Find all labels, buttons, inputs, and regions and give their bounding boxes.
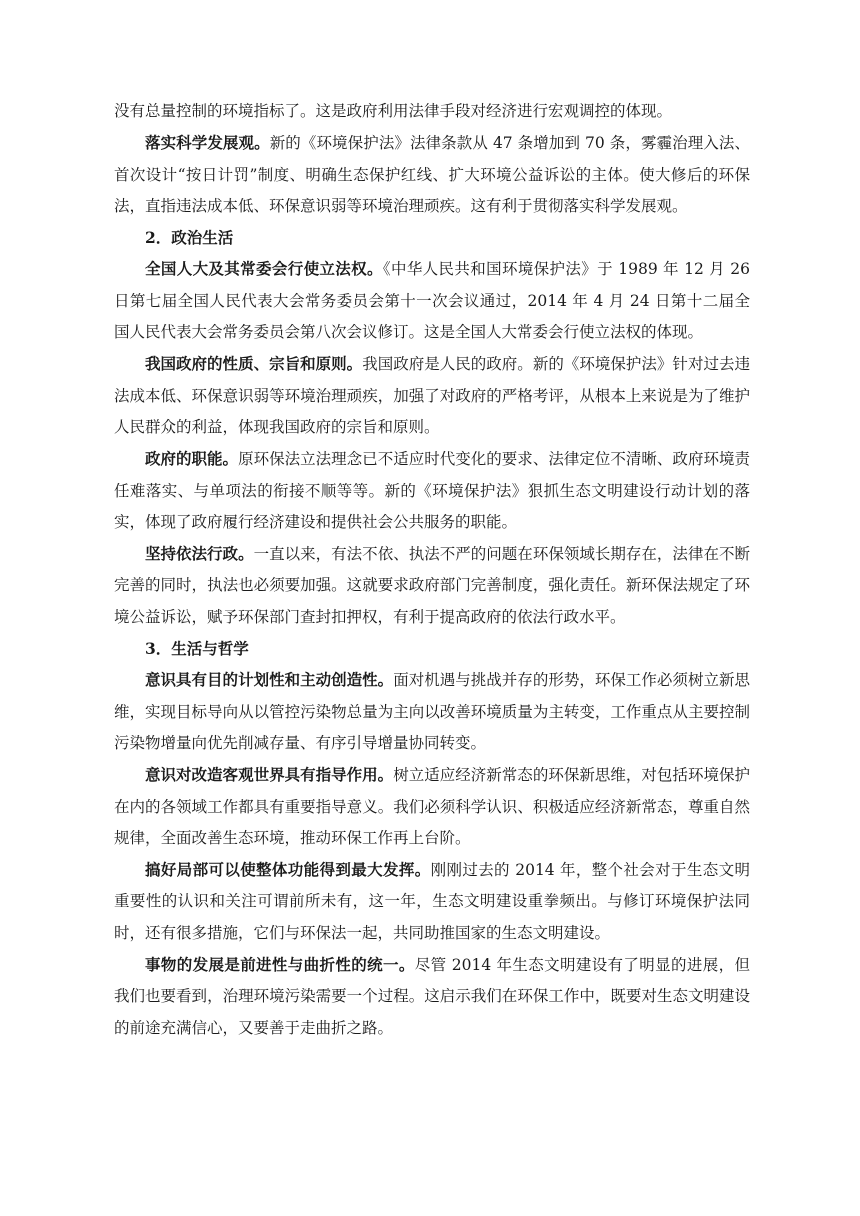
paragraph-body: 尽管 2014 年生态文明建设有了明显的进展，但我们也要看到，治理环境污染需要一个过程。这启示我们在环保工作中，既要对生态文明建设的前途充满信心，又要善于走曲折之路。	[114, 956, 750, 1037]
paragraph	[114, 949, 750, 1044]
paragraph	[114, 854, 750, 949]
paragraph-body: 没有总量控制的环境指标了。这是政府利用法律手段对经济进行宏观调控的体现。	[114, 102, 673, 120]
paragraph-lead: 搞好局部可以使整体功能得到最大发挥。	[145, 860, 431, 880]
paragraph	[114, 253, 750, 348]
paragraph-body: 树立适应经济新常态的环保新思维，对包括环境保护在内的各领域工作都具有重要指导意义。我们必须科学认识、积极适应经济新常态，尊重自然规律，全面改善生态环境，推动环保工作再上台阶。	[114, 766, 750, 847]
paragraph-lead: 事物的发展是前进性与曲折性的统一。	[145, 955, 415, 975]
paragraph-lead: 落实科学发展观。	[145, 133, 270, 153]
paragraph	[114, 538, 750, 633]
paragraph-body: 新的《环境保护法》法律条款从 47 条增加到 70 条，雾霾治理入法、首次设计“按日计罚”制度、明确生态保护红线、扩大环境公益诉讼的主体。使大修后的环保法，直指违法成本低、环保意识弱等环境治理顽疾。这有利于贯彻落实科学发展观。	[114, 134, 750, 215]
document-body	[114, 96, 750, 1044]
paragraph-body: 刚刚过去的 2014 年，整个社会对于生态文明重要性的认识和关注可谓前所未有，这一年，生态文明建设重拳频出。与修订环境保护法同时，还有很多措施，它们与环保法一起，共同助推国家的生态文明建设。	[114, 861, 750, 942]
paragraph-body: 面对机遇与挑战并存的形势，环保工作必须树立新思维，实现目标导向从以管控污染物总量为主向以改善环境质量为主转变，工作重点从主要控制污染物增量向优先削减存量、有序引导增量协同转变。	[114, 671, 750, 752]
paragraph-lead: 政府的职能。	[145, 449, 239, 469]
paragraph-lead: 我国政府的性质、宗旨和原则。	[145, 354, 363, 374]
paragraph-body: 一直以来，有法不依、执法不严的问题在环保领域长期存在，法律在不断完善的同时，执法也必须要加强。这就要求政府部门完善制度，强化责任。新环保法规定了环境公益诉讼，赋予环保部门查封扣押权，有利于提高政府的依法行政水平。	[114, 545, 750, 626]
paragraph-lead: 坚持依法行政。	[145, 544, 254, 564]
paragraph-body: 《中华人民共和国环境保护法》于 1989 年 12 月 26 日第七届全国人民代表大会常务委员会第十一次会议通过，2014 年 4 月 24 日第十二届全国人民代表大会常务委员会第八次会议修订。这是全国人大常委会行使立法权的体现。	[114, 260, 750, 342]
paragraph	[114, 759, 750, 854]
paragraph	[114, 127, 750, 222]
paragraph-lead: 意识对改造客观世界具有指导作用。	[145, 765, 394, 785]
section-heading: 2．政治生活	[145, 228, 234, 248]
paragraph	[114, 664, 750, 759]
paragraph-body: 原环保法立法理念已不适应时代变化的要求、法律定位不清晰、政府环境责任难落实、与单项法的衔接不顺等等。新的《环境保护法》狠抓生态文明建设行动计划的落实，体现了政府履行经济建设和提供社会公共服务的职能。	[114, 450, 750, 531]
paragraph	[114, 96, 750, 127]
paragraph-lead: 全国人大及其常委会行使立法权。	[145, 259, 383, 279]
paragraph-body: 我国政府是人民的政府。新的《环境保护法》针对过去违法成本低、环保意识弱等环境治理顽疾，加强了对政府的严格考评，从根本上来说是为了维护人民群众的利益，体现我国政府的宗旨和原则。	[114, 355, 750, 436]
paragraph	[114, 443, 750, 538]
paragraph	[114, 348, 750, 443]
paragraph-lead: 意识具有目的计划性和主动创造性。	[145, 670, 394, 690]
section-heading: 3．生活与哲学	[145, 639, 249, 659]
